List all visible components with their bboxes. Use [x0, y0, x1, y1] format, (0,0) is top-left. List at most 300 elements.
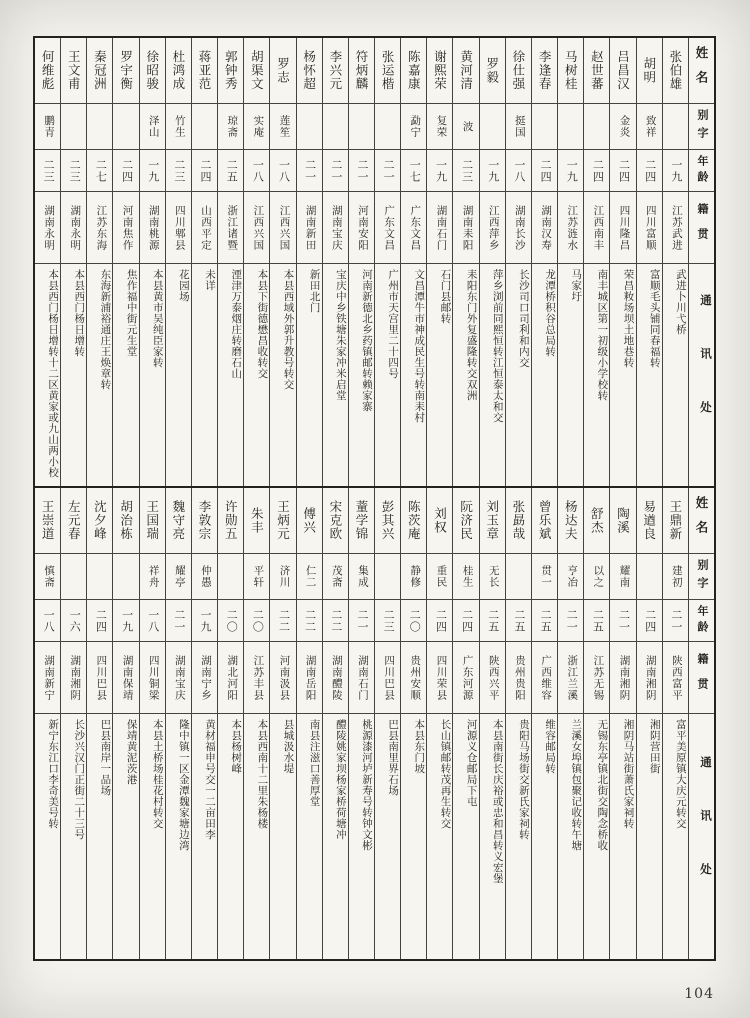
entry-native: 江西南丰: [584, 192, 609, 264]
entry-column: [35, 488, 60, 959]
entry-name: 蒋亚范: [192, 38, 217, 104]
entry-address: 巴县南岸一品场: [99, 719, 112, 796]
entry-address: 龙潭桥积谷总局转: [544, 269, 557, 357]
entry-name: 宋克欧: [323, 488, 348, 554]
entry-native: 湖南湘阴: [61, 642, 86, 714]
entry-name: 张伯雄: [663, 38, 688, 104]
entry-column: [112, 488, 138, 959]
entry-courtesy: 复荣: [427, 104, 452, 150]
entry-name: 蕫学锦: [349, 488, 374, 554]
entry-name: 左元春: [61, 488, 86, 554]
entry-courtesy: 勐宁: [401, 104, 426, 150]
entry-courtesy: [558, 104, 583, 150]
entry-column: [296, 38, 322, 486]
directory-table-bottom: [35, 488, 714, 959]
entry-address: 保靖黄泥茨港: [125, 719, 138, 785]
entry-native: 广东文昌: [401, 192, 426, 264]
entry-column: [426, 38, 452, 486]
entry-name: 张勗哉: [506, 488, 531, 554]
entry-column: [322, 488, 348, 959]
courtesy-header: 别字: [689, 554, 714, 600]
entry-column: [636, 488, 662, 959]
entry-address: 未详: [204, 269, 217, 291]
entry-column: [322, 38, 348, 486]
entry-courtesy: 耀南: [610, 554, 635, 600]
entry-name: 彭其兴: [375, 488, 400, 554]
entry-courtesy: 慎斋: [35, 554, 60, 600]
entry-age: 二四: [637, 600, 662, 642]
name-header: 姓名: [689, 38, 714, 104]
entry-address: 巴县南里界石场: [387, 719, 400, 796]
entry-name: 李兴元: [323, 38, 348, 104]
entry-age: 二一: [349, 600, 374, 642]
entry-native: 广东文昌: [375, 192, 400, 264]
entry-age: 一八: [140, 600, 165, 642]
entry-age: 一九: [427, 150, 452, 192]
entry-column: [296, 488, 322, 959]
entry-name: 胡渠文: [244, 38, 269, 104]
entry-age: 二一: [375, 150, 400, 192]
entry-address: 贵阳马场街交新氏家祠转: [517, 719, 530, 840]
entry-column: [479, 38, 505, 486]
entry-address: 南丰城区第一初级小学校转: [596, 269, 609, 401]
entry-column: [139, 38, 165, 486]
entry-age: 二一: [663, 600, 688, 642]
entry-courtesy: 挺国: [506, 104, 531, 150]
entry-column: [60, 38, 86, 486]
entry-courtesy: [297, 104, 322, 150]
native-header: 籍贯: [689, 192, 714, 264]
entry-address: 本县西域外郭升教号转交: [282, 269, 295, 390]
entry-courtesy: 以之: [584, 554, 609, 600]
entry-age: 二四: [192, 150, 217, 192]
entry-native: 湖南新宁: [35, 642, 60, 714]
entry-courtesy: 仲愚: [192, 554, 217, 600]
entry-name: 何维彪: [35, 38, 60, 104]
entry-courtesy: 集成: [349, 554, 374, 600]
entry-address: 本县杨树峰: [230, 719, 243, 774]
entry-name: 马树桂: [558, 38, 583, 104]
entry-address: 荣昌籹场坝土地巷转: [622, 269, 635, 368]
entry-native: 贵州安顺: [401, 642, 426, 714]
entry-age: 一九: [140, 150, 165, 192]
entry-age: 二二: [323, 600, 348, 642]
entry-courtesy: 桂生: [453, 554, 478, 600]
entry-address: 本县南街长庆裕或忠和昌转义宏堡: [491, 719, 504, 884]
entry-address: 新宁东江口李奇美号转: [47, 719, 60, 829]
entry-column: [374, 488, 400, 959]
header-column: [688, 488, 714, 959]
entry-name: 李逢春: [532, 38, 557, 104]
entry-address: 本县西门杨日增转十二区黄家或九山两小校: [47, 269, 60, 478]
entry-address: 桃源漆河垆新寿号转钟文彬: [360, 719, 373, 851]
entry-age: 二三: [453, 150, 478, 192]
entry-native: 四川荣县: [427, 642, 452, 714]
entry-native: 湖南石门: [349, 642, 374, 714]
entry-native: 浙江诸暨: [218, 192, 243, 264]
entry-address: 湮津万泰烟庄转磨石山: [230, 269, 243, 379]
entry-age: 二四: [113, 150, 138, 192]
entry-age: 二五: [584, 600, 609, 642]
entry-column: [243, 488, 269, 959]
entry-age: 二一: [610, 600, 635, 642]
entry-native: 湖南汉寿: [532, 192, 557, 264]
entry-native: 湖南岳阳: [297, 642, 322, 714]
entry-courtesy: 琼斋: [218, 104, 243, 150]
entry-age: 一九: [192, 600, 217, 642]
entry-native: 河南汲县: [270, 642, 295, 714]
entry-native: 湖南新田: [297, 192, 322, 264]
entry-native: 江苏无锡: [584, 642, 609, 714]
entry-column: [348, 38, 374, 486]
entry-column: [86, 488, 112, 959]
entry-native: 湖南耒阳: [453, 192, 478, 264]
entry-native: 河南焦作: [113, 192, 138, 264]
entry-native: 江苏东海: [87, 192, 112, 264]
entry-age: 一九: [558, 150, 583, 192]
entry-column: [662, 488, 688, 959]
entry-age: 二〇: [401, 600, 426, 642]
entry-native: 湖南宁乡: [192, 642, 217, 714]
entry-courtesy: 仁二: [297, 554, 322, 600]
entry-name: 罗宇衡: [113, 38, 138, 104]
entry-address: 武进卜川弋桥: [674, 269, 687, 335]
entry-column: [479, 488, 505, 959]
entry-column: [452, 38, 478, 486]
entry-name: 刘权: [427, 488, 452, 554]
entry-address: 湘阴营田街: [648, 719, 661, 774]
entry-address: 广州市天宫里二十四号: [387, 269, 400, 379]
entry-column: [165, 488, 191, 959]
entry-name: 王炳元: [270, 488, 295, 554]
entry-column: [609, 488, 635, 959]
entry-address: 宝庆中乡铁塘朱家冲米启堂: [334, 269, 347, 401]
entry-name: 易遒良: [637, 488, 662, 554]
entry-name: 舒杰: [584, 488, 609, 554]
entry-name: 王崇道: [35, 488, 60, 554]
entry-address: 本县下街德懋昌收转交: [256, 269, 269, 379]
entry-address: 文昌潭牛市神成民生号转南耒村: [413, 269, 426, 423]
entry-courtesy: 亨冶: [558, 554, 583, 600]
entry-name: 赵世蕃: [584, 38, 609, 104]
entry-age: 二四: [87, 600, 112, 642]
entry-courtesy: 竹生: [166, 104, 191, 150]
entry-native: 四川巴县: [375, 642, 400, 714]
entry-native: 湖南醴陵: [323, 642, 348, 714]
entry-courtesy: 鹏青: [35, 104, 60, 150]
entry-column: [139, 488, 165, 959]
entry-column: [60, 488, 86, 959]
entry-age: 二一: [297, 150, 322, 192]
entry-native: 湖南保靖: [113, 642, 138, 714]
entry-age: 二三: [375, 600, 400, 642]
address-header: 通讯处: [699, 755, 713, 917]
entry-address: 石门县邮转: [439, 269, 452, 324]
entry-native: 湖南宝庆: [166, 642, 191, 714]
entry-address: 湘阴马站街萧氏家祠转: [622, 719, 635, 829]
entry-courtesy: 平轩: [244, 554, 269, 600]
directory-table-frame: [33, 36, 716, 961]
entry-column: [165, 38, 191, 486]
entry-name: 魏守亮: [166, 488, 191, 554]
entry-address: 长沙司口司利和内交: [517, 269, 530, 368]
entry-name: 朱丰: [244, 488, 269, 554]
entry-column: [112, 38, 138, 486]
entry-courtesy: 泽山: [140, 104, 165, 150]
entry-name: 胡明: [637, 38, 662, 104]
entry-native: 四川富顺: [637, 192, 662, 264]
entry-native: 四川铜梁: [140, 642, 165, 714]
entry-name: 刘玉章: [480, 488, 505, 554]
entry-address: 本县西门杨日增转: [73, 269, 86, 357]
page-number: 104: [684, 986, 714, 1002]
entry-age: 二一: [323, 150, 348, 192]
entry-column: [531, 488, 557, 959]
entry-courtesy: [87, 104, 112, 150]
entry-name: 徐仕强: [506, 38, 531, 104]
entry-address: 黄材福申号交一二亩田李: [204, 719, 217, 840]
entry-age: 一八: [35, 600, 60, 642]
entry-name: 罗志: [270, 38, 295, 104]
entry-address: 南县注滋口善厚堂: [308, 719, 321, 807]
entry-name: 符炳麟: [349, 38, 374, 104]
entry-name: 阮济民: [453, 488, 478, 554]
entry-column: [609, 38, 635, 486]
entry-column: [557, 488, 583, 959]
entry-name: 傅兴: [297, 488, 322, 554]
entry-native: 广东河源: [453, 642, 478, 714]
entry-native: 湖南湘阴: [610, 642, 635, 714]
entry-address: 马家圩: [570, 269, 583, 302]
entry-native: 江西兴国: [244, 192, 269, 264]
entry-address: 富顺毛头铺同春福转: [648, 269, 661, 368]
entry-courtesy: 贯一: [532, 554, 557, 600]
entry-courtesy: [349, 104, 374, 150]
entry-name: 许勋五: [218, 488, 243, 554]
entry-column: [583, 38, 609, 486]
entry-column: [269, 38, 295, 486]
entry-age: 一九: [480, 150, 505, 192]
entry-column: [400, 488, 426, 959]
entry-native: 陕西富平: [663, 642, 688, 714]
age-header: 年龄: [689, 600, 714, 642]
entry-address: 县城汲水堤: [282, 719, 295, 774]
entry-age: 二五: [506, 600, 531, 642]
entry-address: 河南新德北乡药镇邮转赖家寨: [360, 269, 373, 412]
entry-age: 二一: [349, 150, 374, 192]
entry-courtesy: [113, 104, 138, 150]
entry-column: [217, 488, 243, 959]
address-header: 通讯处: [699, 294, 713, 455]
entry-courtesy: [637, 554, 662, 600]
entry-courtesy: [61, 554, 86, 600]
entry-name: 陈嘉康: [401, 38, 426, 104]
entry-column: [505, 488, 531, 959]
entry-address: 焦作福中街元生堂: [125, 269, 138, 357]
entry-native: 四川巴县: [87, 642, 112, 714]
entry-column: [86, 38, 112, 486]
entry-courtesy: 致祥: [637, 104, 662, 150]
entry-courtesy: [663, 104, 688, 150]
entry-age: 一六: [61, 600, 86, 642]
entry-age: 二四: [532, 150, 557, 192]
entry-courtesy: 济川: [270, 554, 295, 600]
entry-age: 一九: [663, 150, 688, 192]
entry-native: 四川郫县: [166, 192, 191, 264]
entry-age: 二二: [297, 600, 322, 642]
entry-column: [400, 38, 426, 486]
entry-name: 吕昌汉: [610, 38, 635, 104]
entry-courtesy: 静修: [401, 554, 426, 600]
entry-address: 本县东门坡: [413, 719, 426, 774]
entry-name: 王文甫: [61, 38, 86, 104]
entry-name: 张运楷: [375, 38, 400, 104]
entry-name: 陈茨庵: [401, 488, 426, 554]
entry-courtesy: [113, 554, 138, 600]
entry-address: 醴陵姚家坝杨家桥荷塘冲: [334, 719, 347, 840]
entry-name: 杜鸿成: [166, 38, 191, 104]
entry-name: 杨达夫: [558, 488, 583, 554]
entry-column: [217, 38, 243, 486]
name-header: 姓名: [689, 488, 714, 554]
entry-column: [374, 38, 400, 486]
entry-courtesy: [375, 104, 400, 150]
entry-name: 曾乐斌: [532, 488, 557, 554]
entry-courtesy: 实庵: [244, 104, 269, 150]
entry-address: 无锡东亭镇北街交陶念桥收: [596, 719, 609, 851]
entry-column: [348, 488, 374, 959]
entry-column: [243, 38, 269, 486]
native-header: 籍贯: [689, 642, 714, 714]
entry-courtesy: [61, 104, 86, 150]
entry-courtesy: [323, 104, 348, 150]
header-column: [688, 38, 714, 486]
entry-address: 萍乡浏前同熙恒转江恒泰太和交: [491, 269, 504, 423]
entry-courtesy: [218, 554, 243, 600]
entry-courtesy: [532, 104, 557, 150]
entry-courtesy: [192, 104, 217, 150]
entry-age: 二〇: [218, 600, 243, 642]
entry-native: 湖南长沙: [506, 192, 531, 264]
entry-native: 广西维容: [532, 642, 557, 714]
entry-name: 谢熙荣: [427, 38, 452, 104]
entry-column: [426, 488, 452, 959]
entry-age: 二七: [87, 150, 112, 192]
entry-address: 花园场: [177, 269, 190, 302]
entry-address: 兰溪女埠镇包聚记收转午塘: [570, 719, 583, 851]
entry-native: 四川隆昌: [610, 192, 635, 264]
entry-age: 二四: [610, 150, 635, 192]
entry-native: 河南安阳: [349, 192, 374, 264]
entry-address: 维容邮局转: [544, 719, 557, 774]
entry-age: 一八: [506, 150, 531, 192]
entry-name: 罗毅: [480, 38, 505, 104]
entry-age: 一八: [244, 150, 269, 192]
entry-column: [35, 38, 60, 486]
entry-courtesy: 耀亭: [166, 554, 191, 600]
entry-courtesy: 建初: [663, 554, 688, 600]
entry-native: 江苏涟水: [558, 192, 583, 264]
entry-column: [662, 38, 688, 486]
entry-native: 湖北河阳: [218, 642, 243, 714]
entry-native: 湖南石门: [427, 192, 452, 264]
entry-address: 本县西南十二里朱杨楼: [256, 719, 269, 829]
entry-native: 陕西兴平: [480, 642, 505, 714]
entry-name: 杨怀超: [297, 38, 322, 104]
entry-age: 二三: [35, 150, 60, 192]
entry-age: 二〇: [244, 600, 269, 642]
entry-name: 王鼎新: [663, 488, 688, 554]
entry-name: 秦冠洲: [87, 38, 112, 104]
entry-courtesy: 波: [453, 104, 478, 150]
entry-age: 二二: [270, 600, 295, 642]
entry-column: [191, 488, 217, 959]
entry-name: 王国瑞: [140, 488, 165, 554]
entry-address: 东海新浦裕通庄王焕章转: [99, 269, 112, 390]
entry-age: 二一: [558, 600, 583, 642]
directory-table-top: [35, 38, 714, 488]
entry-column: [269, 488, 295, 959]
entry-address: 富平美原镇大庆元转交: [674, 719, 687, 829]
entry-age: 一七: [401, 150, 426, 192]
entry-column: [636, 38, 662, 486]
courtesy-header: 别字: [689, 104, 714, 150]
entry-name: 徐昭骏: [140, 38, 165, 104]
age-header: 年龄: [689, 150, 714, 192]
entry-age: 二一: [166, 600, 191, 642]
entry-column: [191, 38, 217, 486]
entry-age: 二四: [584, 150, 609, 192]
entry-age: 二四: [453, 600, 478, 642]
entry-address: 本县黄市吴纯臣家转: [151, 269, 164, 368]
entry-age: 一九: [113, 600, 138, 642]
entry-column: [557, 38, 583, 486]
entry-courtesy: [480, 104, 505, 150]
entry-name: 胡治栋: [113, 488, 138, 554]
entry-address: 河源义仓邮局下屯: [465, 719, 478, 807]
entry-courtesy: [506, 554, 531, 600]
entry-address: 本县土桥场桂花村转交: [151, 719, 164, 829]
entry-courtesy: 无长: [480, 554, 505, 600]
entry-age: 二四: [427, 600, 452, 642]
entry-courtesy: 重民: [427, 554, 452, 600]
entry-name: 陶溪: [610, 488, 635, 554]
entry-native: 湖南永明: [35, 192, 60, 264]
entry-native: 湖南湘阴: [637, 642, 662, 714]
entry-column: [505, 38, 531, 486]
entry-age: 一八: [270, 150, 295, 192]
entry-courtesy: 金炎: [610, 104, 635, 150]
entry-courtesy: 茂斋: [323, 554, 348, 600]
entry-courtesy: [584, 104, 609, 150]
entry-age: 二四: [637, 150, 662, 192]
entry-column: [531, 38, 557, 486]
entry-name: 郭钟秀: [218, 38, 243, 104]
entry-native: 江苏丰县: [244, 642, 269, 714]
entry-age: 二五: [480, 600, 505, 642]
entry-native: 浙江兰溪: [558, 642, 583, 714]
entry-courtesy: [375, 554, 400, 600]
entry-courtesy: 莲笙: [270, 104, 295, 150]
entry-address: 长山镇邮转茂再生转交: [439, 719, 452, 829]
entry-name: 黄河清: [453, 38, 478, 104]
entry-address: 耒阳东门外复盛隆转交双洲: [465, 269, 478, 401]
entry-courtesy: [87, 554, 112, 600]
entry-native: 江西萍乡: [480, 192, 505, 264]
entry-column: [452, 488, 478, 959]
entry-address: 隆中镇一区金潭魏家塘边湾: [177, 719, 190, 851]
entry-native: 贵州贵阳: [506, 642, 531, 714]
